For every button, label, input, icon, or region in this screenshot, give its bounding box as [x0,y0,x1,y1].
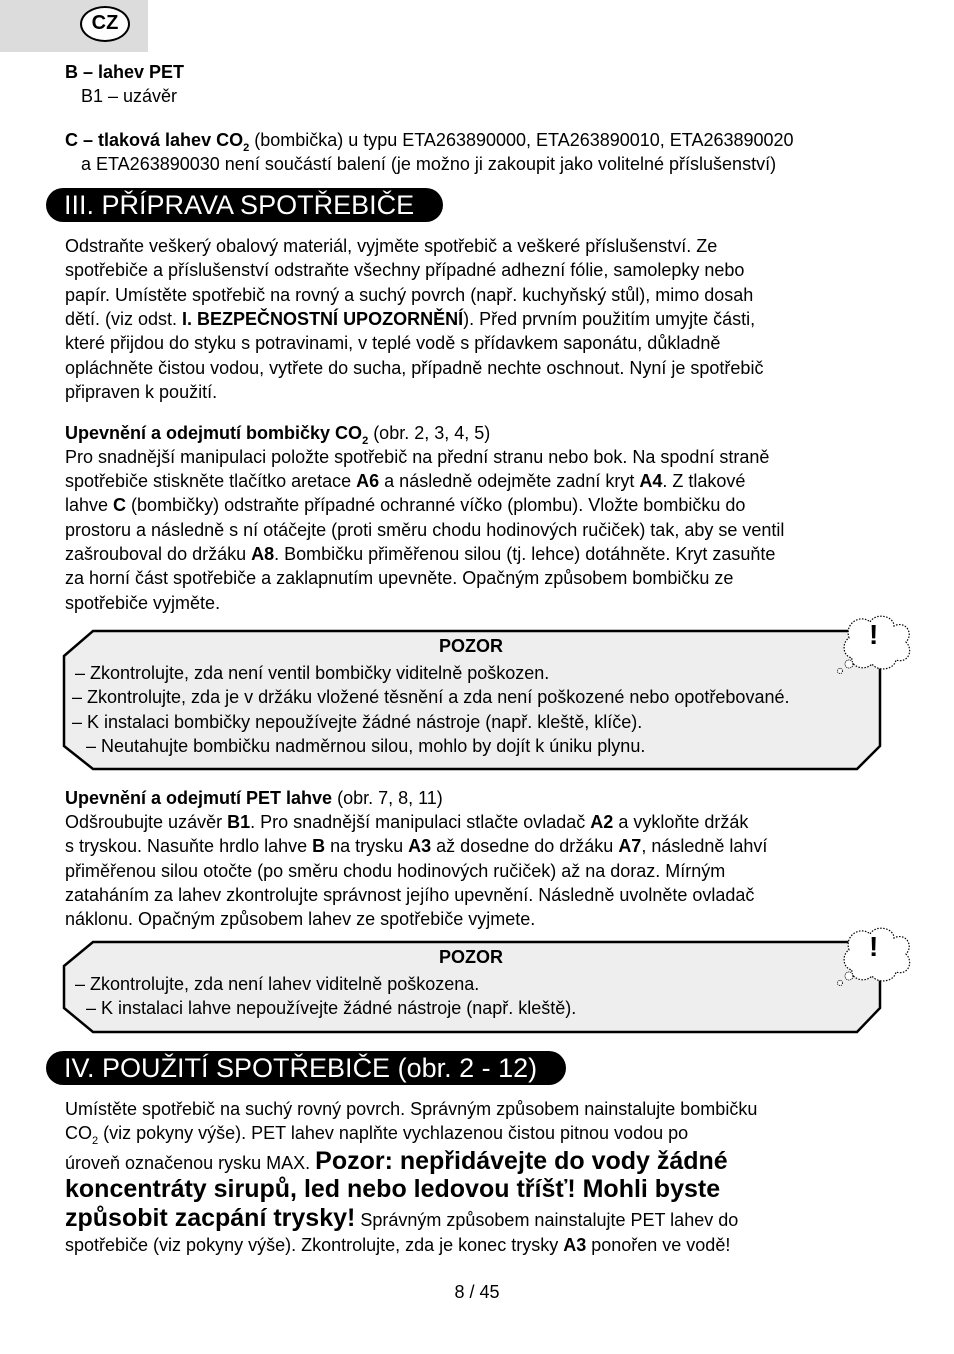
co2-subheading: Upevnění a odejmutí bombičky $CO_2$ (obr. 2, 3, 4, 5) [65,423,491,447]
part-c-line2: a ETA263890030 není součástí balení (je možno ji zakoupit jako volitelné příslušenství) [81,154,777,174]
warning-box-cartridge [62,614,914,774]
usage-para-line: spotřebiče (viz pokyny výše). Zkontrolujte, zda je konec trysky A3 ponořen ve vodě! [65,1235,731,1255]
prep-para-line: dětí. (viz odst. I. BEZPEČNOSTNÍ UPOZORNĚNÍ). Před prvním použitím umyjte části, [65,309,756,329]
warning-item: – Neutahujte bombičku nadměrnou silou, mohlo by dojít k úniku plynu. [86,736,646,756]
usage-para-line: $CO_2$ (viz pokyny výše). PET lahev naplňte vychlazenou čistou pitnou vodou po [65,1123,689,1147]
co2-para-line: prostoru a následně s ní otáčejte (proti směru chodu hodinových ručiček) tak, aby se ventil [65,520,785,540]
usage-para-line: úroveň označenou rysku MAX. Pozor: nepřidávejte do vody žádné [65,1147,728,1175]
part-c-line1: C – tlaková lahev $CO_2$ (bombička) u typu ETA263890000, ETA263890010, ETA263890020 [65,130,794,154]
exclamation-icon: ! [869,619,879,650]
warning-item: – Zkontrolujte, zda není ventil bombičky viditelně poškozen. [75,663,550,683]
section-heading-preparation: III. PŘÍPRAVA SPOTŘEBIČE [46,188,443,222]
warning-item: – K instalaci bombičky nepoužívejte žádné nástroje (např. kleště, klíče). [72,712,643,732]
language-badge: CZ [80,6,130,42]
co2-para-line: Pro snadnější manipulaci položte spotřebič na přední stranu nebo bok. Na spodní straně [65,447,770,467]
part-b1: B1 – uzávěr [81,86,178,106]
pet-para-line: zataháním za lahev zkontrolujte správnost jejího upevnění. Následně uvolněte ovladač [65,885,755,905]
section-heading-usage: IV. POUŽITÍ SPOTŘEBIČE (obr. 2 - 12) [46,1051,566,1085]
co2-para-line: za horní část spotřebiče a zaklapnutím upevněte. Opačným způsobem bombičku ze [65,568,734,588]
part-b-heading: B – lahev PET [65,62,185,82]
warning-title: POZOR [438,947,503,967]
pet-para-line: náklonu. Opačným způsobem lahev ze spotřebiče vyjmete. [65,909,536,929]
usage-para-line: Umístěte spotřebič na suchý rovný povrch. Správným způsobem nainstalujte bombičku [65,1099,758,1119]
warning-item: – Zkontrolujte, zda není lahev viditelně poškozena. [75,974,480,994]
prep-para-line: které přijdou do styku s potravinami, v teplé vodě s přídavkem saponátu, důkladně [65,333,721,353]
prep-para-line: papír. Umístěte spotřebič na rovný a suchý povrch (např. kuchyňský stůl), mimo dosah [65,285,754,305]
exclamation-icon: ! [869,931,879,962]
prep-para-line: připraven k použití. [65,382,218,402]
prep-para-line: Odstraňte veškerý obalový materiál, vyjměte spotřebič a veškeré příslušenství. Ze [65,236,718,256]
co2-para-line: spotřebiče vyjměte. [65,593,221,613]
warning-title: POZOR [438,636,503,656]
prep-para-line: opláchněte čistou vodou, vytřete do sucha, případně nechte oschnout. Nyní je spotřebič [65,358,764,378]
usage-para-line: koncentráty sirupů, led nebo ledovou tříšť! Mohli byste [65,1175,721,1203]
page-number: 8 / 45 [454,1282,500,1302]
pet-para-line: přiměřenou silou otočte (po směru chodu hodinových ručiček) až na doraz. Mírným [65,861,726,881]
co2-para-line: zašrouboval do držáku A8. Bombičku přiměřenou silou (tj. lehce) dotáhněte. Kryt zasuňte [65,544,776,564]
usage-para-line: způsobit zacpání trysky! Správným způsobem nainstalujte PET lahev do [65,1204,739,1232]
pet-para-line: s tryskou. Nasuňte hrdlo lahve B na trysku A3 až dosedne do držáku A7, následně lahví [65,836,768,856]
co2-para-line: spotřebiče stiskněte tlačítko aretace A6 a následně odejměte zadní kryt A4. Z tlakové [65,471,746,491]
warning-item: – Zkontrolujte, zda je v držáku vložené těsnění a zda není poškozené nebo opotřebované. [72,687,790,707]
pet-subheading: Upevnění a odejmutí PET lahve (obr. 7, 8, 11) [65,788,443,808]
co2-para-line: lahve C (bombičky) odstraňte případné ochranné víčko (plombu). Vložte bombičku do [65,495,746,515]
warning-item: – K instalaci lahve nepoužívejte žádné nástroje (např. kleště). [86,998,577,1018]
warning-box-bottle [62,926,914,1036]
pet-para-line: Odšroubujte uzávěr B1. Pro snadnější manipulaci stlačte ovladač A2 a vykloňte držák [65,812,749,832]
prep-para-line: spotřebiče a příslušenství odstraňte všechny případné adhezní fólie, samolepky nebo [65,260,745,280]
